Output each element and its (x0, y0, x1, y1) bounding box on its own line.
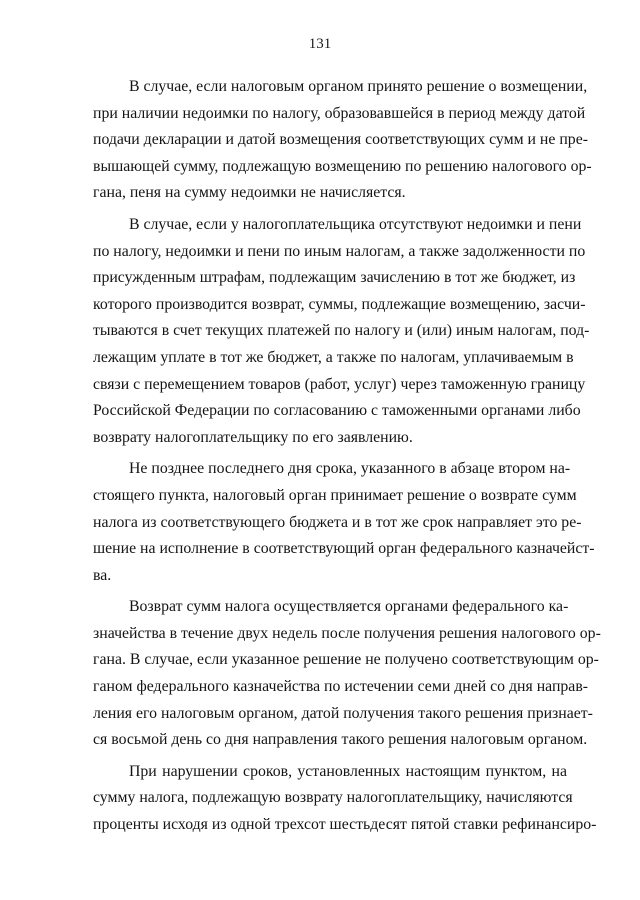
text-line: шение на исполнение в соответствующий орган федерального казначейст- (93, 540, 595, 558)
text-line: гана, пеня на сумму недоимки не начисляется. (93, 184, 406, 202)
page-number: 131 (308, 36, 332, 52)
paragraph (93, 456, 595, 589)
text-line: сумму налога, подлежащую возврату налогоплательщику, начисляются (93, 789, 573, 807)
text-line: тываются в счет текущих платежей по налогу и (или) иным налогам, под- (93, 322, 590, 340)
text-line: присужденным штрафам, подлежащим зачислению в тот же бюджет, из (93, 269, 576, 287)
paragraph (93, 74, 592, 207)
paragraph (93, 759, 597, 839)
text-line: ва. (93, 566, 112, 584)
body-text (93, 74, 601, 839)
text-line: по налогу, недоимки и пени по иным налогам, а также задолженности по (93, 242, 586, 260)
text-line: лежащим уплате в тот же бюджет, а также по налогам, уплачиваемым в (93, 348, 574, 366)
text-line: В случае, если у налогоплательщика отсутствуют недоимки и пени (129, 215, 582, 233)
text-line: гана. В случае, если указанное решение не получено соответствующим ор- (93, 651, 599, 669)
text-line: ганом федерального казначейства по истечении семи дней со дня направ- (93, 678, 589, 696)
text-line: налога из соответствующего бюджета и в тот же срок направляет это ре- (93, 513, 582, 531)
text-line: В случае, если налоговым органом принято решение о возмещении, (129, 78, 588, 95)
text-line: Не позднее последнего дня срока, указанного в абзаце втором на- (129, 460, 571, 478)
text-line: вышающей сумму, подлежащую возмещению по решению налогового ор- (93, 157, 592, 175)
text-line: связи с перемещением товаров (работ, услуг) через таможенную границу (93, 375, 586, 393)
text-line: стоящего пункта, налоговый орган принимает решение о возврате сумм (93, 486, 577, 504)
text-line: ся восьмой день со дня направления такого решения налоговым органом. (93, 731, 588, 749)
text-line: которого производится возврат, суммы, подлежащие возмещению, засчи- (93, 295, 586, 313)
text-line: возврату налогоплательщику по его заявлению. (93, 428, 413, 446)
text-line: проценты исходя из одной трехсот шестьдесят пятой ставки рефинансиро- (93, 816, 597, 834)
text-line: значейства в течение двух недель после получения решения налогового ор- (93, 624, 601, 642)
text-line: Возврат сумм налога осуществляется органами федерального ка- (129, 598, 569, 616)
text-line: При нарушении сроков, установленных настоящим пунктом, на (129, 762, 567, 780)
text-line: подачи декларации и датой возмещения соответствующих сумм и не пре- (93, 131, 588, 149)
text-line: Российской Федерации по согласованию с таможенными органами либо (93, 402, 581, 420)
text-line: ления его налоговым органом, датой получения такого решения признает- (93, 704, 593, 722)
paragraph (93, 594, 601, 754)
paragraph (93, 212, 590, 451)
text-line: при наличии недоимки по налогу, образовавшейся в период между датой (93, 104, 586, 122)
